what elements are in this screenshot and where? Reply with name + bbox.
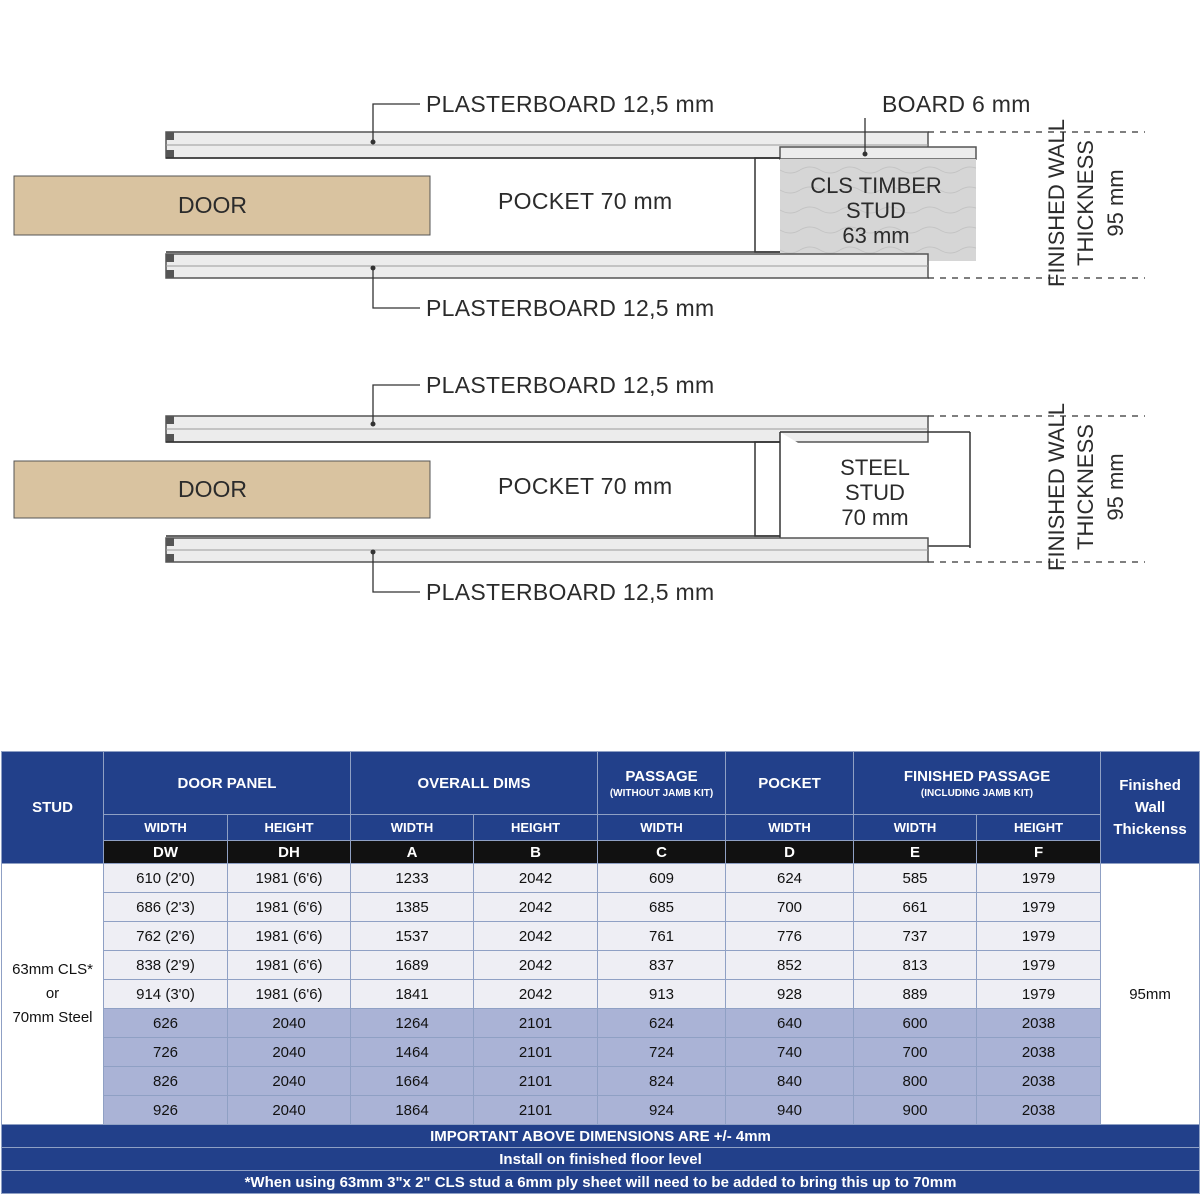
- table-cell: 686 (2'3): [104, 893, 228, 922]
- door-label: DOOR: [178, 192, 247, 218]
- header-overall-dims: OVERALL DIMS: [351, 752, 598, 815]
- column-code: F: [977, 841, 1101, 864]
- header-door-panel: DOOR PANEL: [104, 752, 351, 815]
- table-cell: 838 (2'9): [104, 951, 228, 980]
- table-cell: 813: [854, 951, 977, 980]
- table-cell: 1264: [351, 1009, 474, 1038]
- table-cell: 600: [854, 1009, 977, 1038]
- board-6mm: [780, 147, 976, 159]
- plasterboard-top-label: PLASTERBOARD 12,5 mm: [426, 372, 715, 398]
- side-label-3: 95 mm: [1103, 169, 1128, 237]
- subheader: WIDTH: [854, 815, 977, 841]
- subheader: WIDTH: [104, 815, 228, 841]
- side-label-2: THICKNESS: [1073, 140, 1098, 266]
- table-cell: 826: [104, 1067, 228, 1096]
- column-code: C: [598, 841, 726, 864]
- table-cell: 661: [854, 893, 977, 922]
- table-cell: 889: [854, 980, 977, 1009]
- table-cell: 1537: [351, 922, 474, 951]
- table-cell: 914 (3'0): [104, 980, 228, 1009]
- table-cell: 700: [726, 893, 854, 922]
- stud-label-3: 70 mm: [841, 505, 909, 530]
- table-cell: 1841: [351, 980, 474, 1009]
- door-label: DOOR: [178, 476, 247, 502]
- subheader: WIDTH: [598, 815, 726, 841]
- table-cell: 726: [104, 1038, 228, 1067]
- table-cell: 2040: [228, 1009, 351, 1038]
- table-cell: 2101: [474, 1096, 598, 1125]
- subheader: HEIGHT: [474, 815, 598, 841]
- table-cell: 1981 (6'6): [228, 893, 351, 922]
- table-cell: 924: [598, 1096, 726, 1125]
- table-cell: 737: [854, 922, 977, 951]
- stud-label-2: STUD: [846, 198, 906, 223]
- side-label-3: 95 mm: [1103, 453, 1128, 521]
- table-cell: 776: [726, 922, 854, 951]
- header-stud: STUD: [2, 752, 104, 864]
- table-cell: 1664: [351, 1067, 474, 1096]
- table-cell: 1979: [977, 922, 1101, 951]
- pocket-label: POCKET 70 mm: [498, 188, 673, 214]
- table-row: [2, 893, 1200, 922]
- table-row: [2, 980, 1200, 1009]
- table-row: [2, 922, 1200, 951]
- header-finished-wall-thickness: Finished Wall Thickenss: [1101, 752, 1200, 864]
- table-cell: 1385: [351, 893, 474, 922]
- header-finished-passage: FINISHED PASSAGE (INCLUDING JAMB KIT): [854, 752, 1101, 815]
- table-cell: 1979: [977, 951, 1101, 980]
- table-cell: 2040: [228, 1038, 351, 1067]
- table-cell: 640: [726, 1009, 854, 1038]
- note-tolerance: IMPORTANT ABOVE DIMENSIONS ARE +/- 4mm: [2, 1125, 1200, 1148]
- table-cell: 800: [854, 1067, 977, 1096]
- plasterboard-bottom-label: PLASTERBOARD 12,5 mm: [426, 295, 715, 321]
- table-row: [2, 1067, 1200, 1096]
- table-cell: 1981 (6'6): [228, 922, 351, 951]
- stud-label-2: STUD: [845, 480, 905, 505]
- column-code: DW: [104, 841, 228, 864]
- table-cell: 2040: [228, 1096, 351, 1125]
- table-cell: 940: [726, 1096, 854, 1125]
- diagram-timber-stud: [14, 91, 1145, 321]
- table-cell: 1464: [351, 1038, 474, 1067]
- column-code: A: [351, 841, 474, 864]
- table-row: [2, 1096, 1200, 1125]
- table-row: [2, 1009, 1200, 1038]
- note-floor-level: Install on finished floor level: [2, 1148, 1200, 1171]
- table-cell: 624: [598, 1009, 726, 1038]
- table-cell: 2040: [228, 1067, 351, 1096]
- plasterboard-bottom-label: PLASTERBOARD 12,5 mm: [426, 579, 715, 605]
- table-cell: 624: [726, 864, 854, 893]
- table-cell: 761: [598, 922, 726, 951]
- header-pocket: POCKET: [726, 752, 854, 815]
- table-cell: 2038: [977, 1038, 1101, 1067]
- pocket-label: POCKET 70 mm: [498, 473, 673, 499]
- table-cell: 926: [104, 1096, 228, 1125]
- table-cell: 1981 (6'6): [228, 980, 351, 1009]
- table-cell: 2101: [474, 1009, 598, 1038]
- table-cell: 585: [854, 864, 977, 893]
- note-cls-stud: *When using 63mm 3"x 2" CLS stud a 6mm ply sheet will need to be added to bring this up to 70mm: [2, 1171, 1200, 1194]
- table-cell: 2038: [977, 1067, 1101, 1096]
- column-code: E: [854, 841, 977, 864]
- table-cell: 762 (2'6): [104, 922, 228, 951]
- table-cell: 1979: [977, 980, 1101, 1009]
- table-cell: 1864: [351, 1096, 474, 1125]
- side-label-1: FINISHED WALL: [1044, 119, 1069, 287]
- table-cell: 609: [598, 864, 726, 893]
- column-code: D: [726, 841, 854, 864]
- table-cell: 1979: [977, 864, 1101, 893]
- dimensions-table: [1, 751, 1200, 1194]
- table-cell: 2042: [474, 864, 598, 893]
- table-row: [2, 951, 1200, 980]
- table-cell: 913: [598, 980, 726, 1009]
- stud-label-1: CLS TIMBER: [810, 173, 942, 198]
- stud-type-cell: 63mm CLS* or 70mm Steel: [2, 864, 104, 1125]
- table-cell: 740: [726, 1038, 854, 1067]
- table-cell: 1981 (6'6): [228, 864, 351, 893]
- table-cell: 1689: [351, 951, 474, 980]
- header-passage: PASSAGE (WITHOUT JAMB KIT): [598, 752, 726, 815]
- table-cell: 837: [598, 951, 726, 980]
- table-cell: 685: [598, 893, 726, 922]
- subheader: HEIGHT: [977, 815, 1101, 841]
- table-cell: 724: [598, 1038, 726, 1067]
- table-cell: 2042: [474, 893, 598, 922]
- subheader: WIDTH: [726, 815, 854, 841]
- diagram-steel-stud: [14, 372, 1145, 605]
- table-cell: 2042: [474, 951, 598, 980]
- column-code: DH: [228, 841, 351, 864]
- subheader: WIDTH: [351, 815, 474, 841]
- table-row: [2, 864, 1200, 893]
- subheader: HEIGHT: [228, 815, 351, 841]
- stud-label-1: STEEL: [840, 455, 910, 480]
- table-cell: 840: [726, 1067, 854, 1096]
- table-cell: 824: [598, 1067, 726, 1096]
- side-label-1: FINISHED WALL: [1044, 403, 1069, 571]
- table-cell: 2101: [474, 1038, 598, 1067]
- table-cell: 852: [726, 951, 854, 980]
- table-cell: 928: [726, 980, 854, 1009]
- table-cell: 900: [854, 1096, 977, 1125]
- board-label: BOARD 6 mm: [882, 91, 1031, 117]
- table-cell: 626: [104, 1009, 228, 1038]
- table-cell: 700: [854, 1038, 977, 1067]
- table-cell: 1233: [351, 864, 474, 893]
- table-cell: 2038: [977, 1009, 1101, 1038]
- table-cell: 1981 (6'6): [228, 951, 351, 980]
- finished-wall-cell: 95mm: [1101, 864, 1200, 1125]
- column-code: B: [474, 841, 598, 864]
- table-cell: 2042: [474, 922, 598, 951]
- table-row: [2, 1038, 1200, 1067]
- table-cell: 2101: [474, 1067, 598, 1096]
- table-cell: 2042: [474, 980, 598, 1009]
- plasterboard-top-label: PLASTERBOARD 12,5 mm: [426, 91, 715, 117]
- table-cell: 610 (2'0): [104, 864, 228, 893]
- table-cell: 1979: [977, 893, 1101, 922]
- side-label-2: THICKNESS: [1073, 424, 1098, 550]
- stud-label-3: 63 mm: [842, 223, 910, 248]
- table-cell: 2038: [977, 1096, 1101, 1125]
